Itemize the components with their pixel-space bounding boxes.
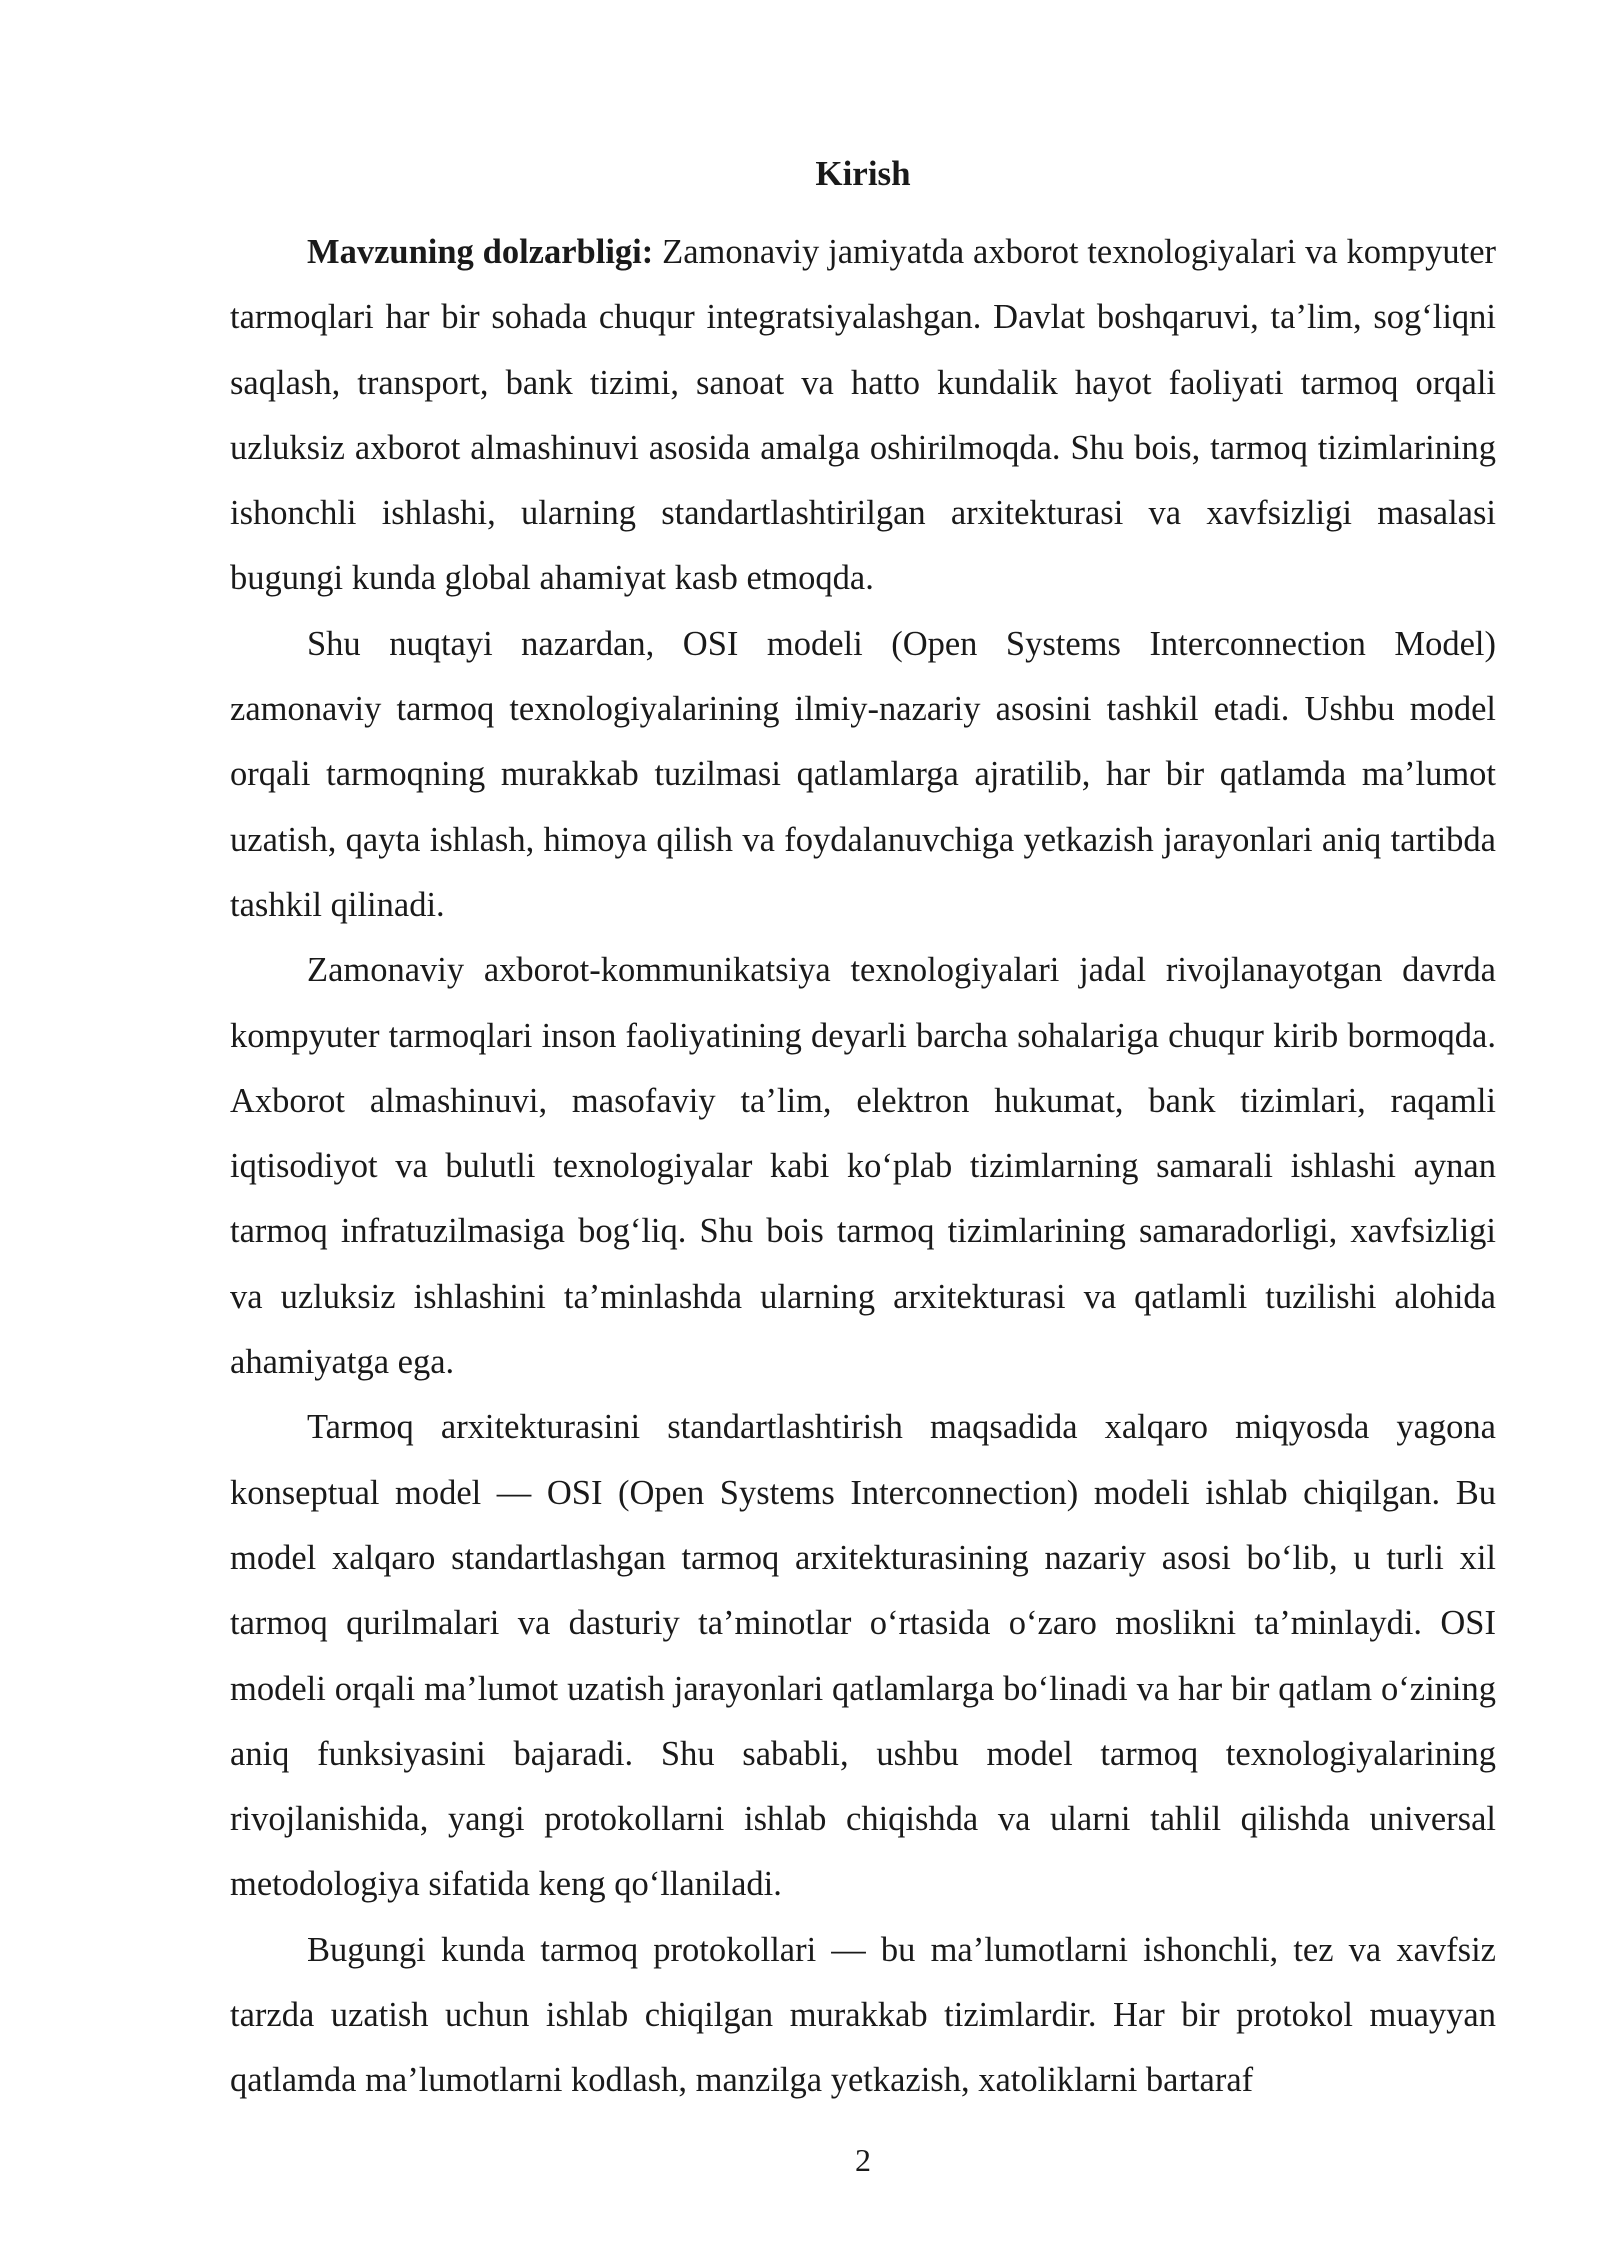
body-text bbox=[230, 220, 1496, 2114]
paragraph-lead: Mavzuning dolzarbligi: bbox=[307, 233, 654, 271]
paragraph-text: Zamonaviy jamiyatda axborot texnologiyalari va kompyuter tarmoqlari har bir sohada chuqur integratsiyalashgan. Davlat boshqaruvi, ta’lim, sog‘liqni saqlash, transport, bank tizimi, sanoat va hatto kundalik hayot faoliyati tarmoq orqali uzluksiz axborot almashinuvi asosida amalga oshirilmoqda. Shu bois, tarmoq tizimlarining ishonchli ishlashi, ularning standartlashtirilgan arxitekturasi va xavfsizligi masalasi bugungi kunda global ahamiyat kasb etmoqda. bbox=[230, 233, 1496, 598]
paragraph-osi-model: Shu nuqtayi nazardan, OSI modeli (Open Systems Interconnection Model) zamonaviy tarmoq texnologiyalarining ilmiy-nazariy asosini tashkil etadi. Ushbu model orqali tarmoqning murakkab tuzilmasi qatlamlarga ajratilib, har bir qatlamda ma’lumot uzatish, qayta ishlash, himoya qilish va foydalanuvchiga yetkazish jarayonlari aniq tartibda tashkil qilinadi. bbox=[230, 624, 1496, 924]
paragraph-architecture-standard: Tarmoq arxitekturasini standartlashtirish maqsadida xalqaro miqyosda yagona konseptual model — OSI (Open Systems Interconnection) modeli ishlab chiqilgan. Bu model xalqaro standartlashgan tarmoq arxitekturasining nazariy asosi bo‘lib, u turli xil tarmoq qurilmalari va dasturiy ta’minotlar o‘rtasida o‘zaro moslikni ta’minlaydi. OSI modeli orqali ma’lumot uzatish jarayonlari qatlamlarga bo‘linadi va har bir qatlam o‘zining aniq funksiyasini bajaradi. Shu sababli, ushbu model tarmoq texnologiyalarining rivojlanishida, yangi protokollarni ishlab chiqishda va ularni tahlil qilishda universal metodologiya sifatida keng qo‘llaniladi. bbox=[230, 1408, 1496, 1904]
paragraph-network-protocols: Bugungi kunda tarmoq protokollari — bu ma’lumotlarni ishonchli, tez va xavfsiz tarzda uzatish uchun ishlab chiqilgan murakkab tizimlardir. Har bir protokol muayyan qatlamda ma’lumotlarni kodlash, manzilga yetkazish, xatoliklarni bartaraf bbox=[230, 1930, 1496, 2100]
paragraph-ict-development: Zamonaviy axborot-kommunikatsiya texnologiyalari jadal rivojlanayotgan davrda kompyuter tarmoqlari inson faoliyatining deyarli barcha sohalariga chuqur kirib bormoqda. Axborot almashinuvi, masofaviy ta’lim, elektron hukumat, bank tizimlari, raqamli iqtisodiyot va bulutli texnologiyalar kabi ko‘plab tizimlarning samarali ishlashi aynan tarmoq infratuzilmasiga bog‘liq. Shu bois tarmoq tizimlarining samaradorligi, xavfsizligi va uzluksiz ishlashini ta’minlashda ularning arxitekturasi va qatlamli tuzilishi alohida ahamiyatga ega. bbox=[230, 951, 1496, 1382]
title-container bbox=[230, 150, 1496, 198]
paragraph-relevance bbox=[230, 220, 1496, 612]
page-title: Kirish bbox=[815, 154, 911, 193]
page-number: 2 bbox=[855, 2142, 871, 2178]
